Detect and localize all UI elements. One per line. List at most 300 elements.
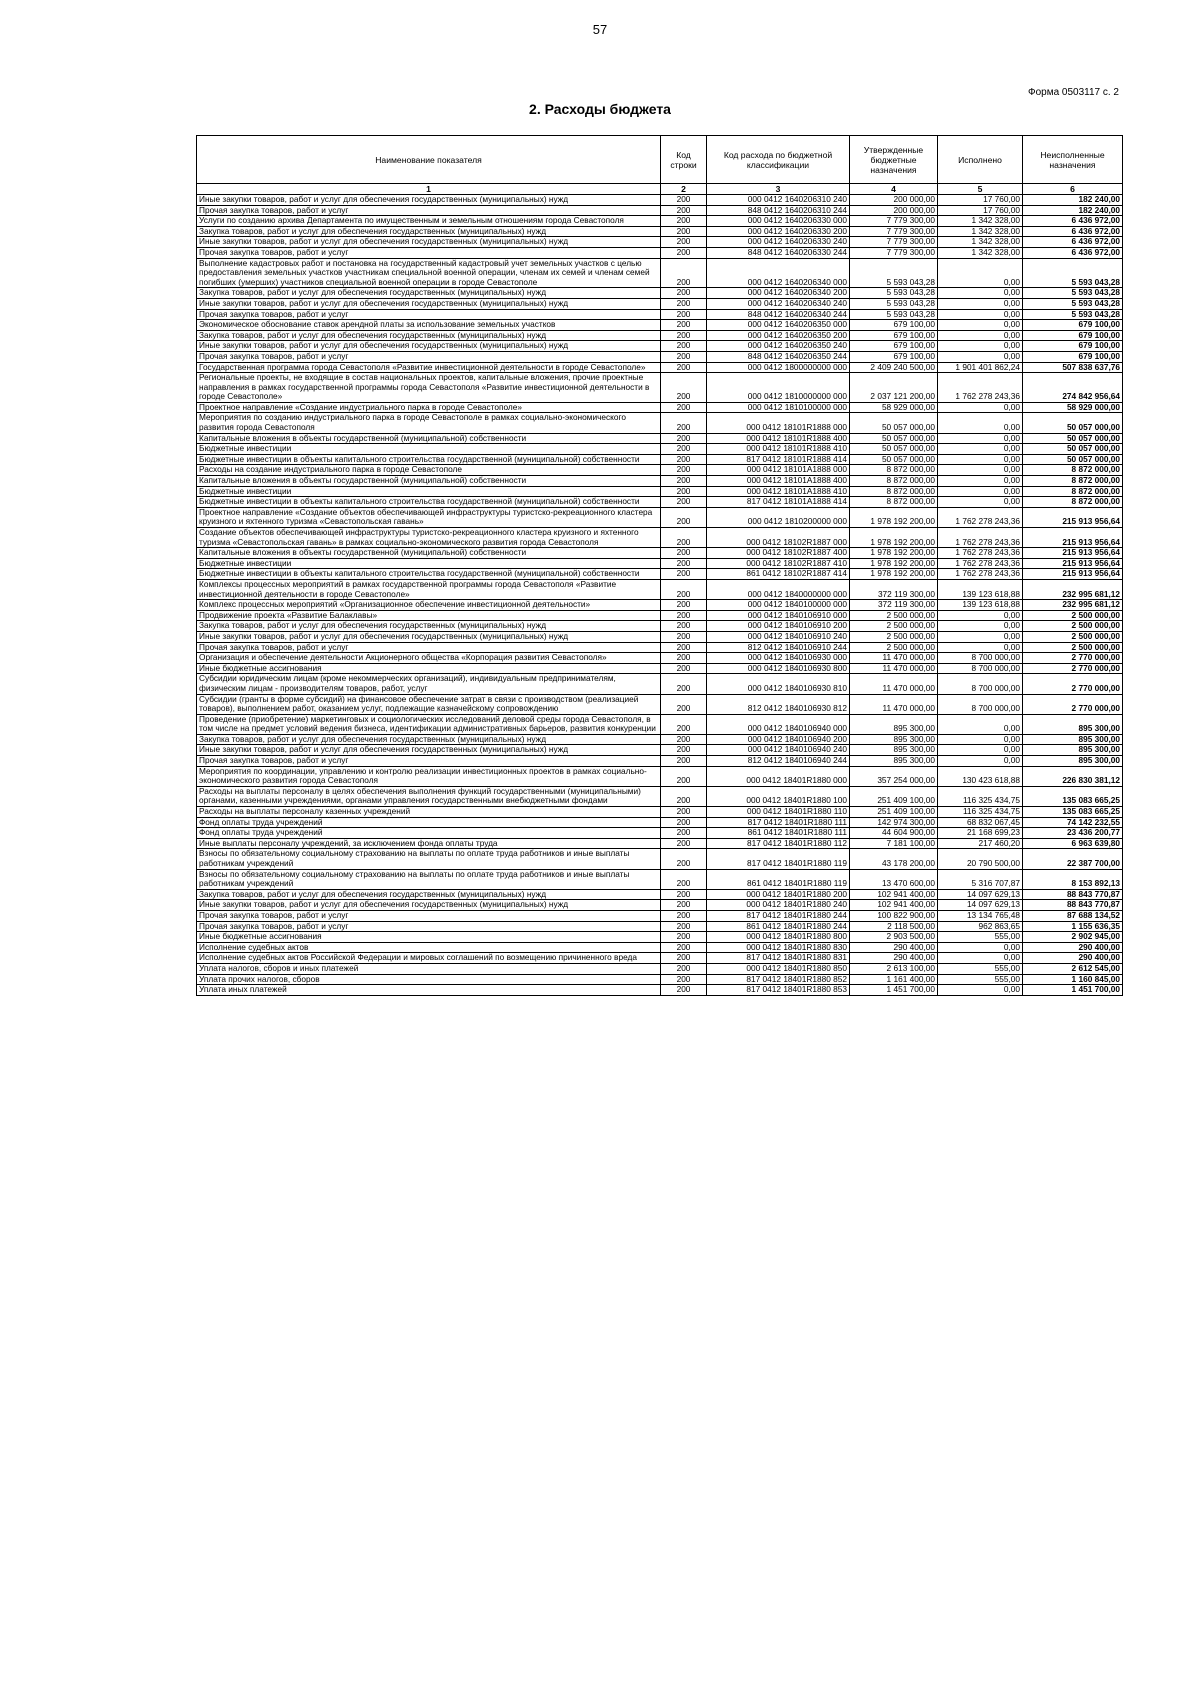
table-row bbox=[197, 714, 1123, 734]
row-code: 200 bbox=[661, 569, 707, 580]
row-code: 200 bbox=[661, 195, 707, 206]
row-name: Расходы на создание индустриального парка в городе Севастополе bbox=[197, 465, 661, 476]
row-classification-code: 000 0412 18401R1880 830 bbox=[707, 942, 850, 953]
row-name: Бюджетные инвестиции в объекты капитального строительства государственной (муниципальной) собственности bbox=[197, 497, 661, 508]
row-name: Взносы по обязательному социальному страхованию на выплаты по оплате труда работников и иные выплаты работникам учреждений bbox=[197, 849, 661, 869]
row-executed-amount: 1 762 278 243,36 bbox=[938, 569, 1023, 580]
table-row bbox=[197, 963, 1123, 974]
row-executed-amount: 0,00 bbox=[938, 942, 1023, 953]
table-row bbox=[197, 786, 1123, 806]
row-code: 200 bbox=[661, 330, 707, 341]
row-code: 200 bbox=[661, 869, 707, 889]
row-classification-code: 000 0412 1640206350 000 bbox=[707, 320, 850, 331]
table-row bbox=[197, 734, 1123, 745]
row-code: 200 bbox=[661, 621, 707, 632]
row-classification-code: 000 0412 18101R1888 000 bbox=[707, 413, 850, 433]
row-classification-code: 000 0412 1840106910 240 bbox=[707, 631, 850, 642]
row-executed-amount: 0,00 bbox=[938, 734, 1023, 745]
table-row bbox=[197, 507, 1123, 527]
row-remaining-amount: 87 688 134,52 bbox=[1023, 910, 1123, 921]
row-name: Бюджетные инвестиции в объекты капитального строительства государственной (муниципальной) собственности bbox=[197, 454, 661, 465]
form-label: Форма 0503117 с. 2 bbox=[1027, 87, 1119, 98]
table-row bbox=[197, 600, 1123, 611]
row-name: Бюджетные инвестиции в объекты капитального строительства государственной (муниципальной) собственности bbox=[197, 569, 661, 580]
row-name: Закупка товаров, работ и услуг для обеспечения государственных (муниципальных) нужд bbox=[197, 621, 661, 632]
row-remaining-amount: 182 240,00 bbox=[1023, 195, 1123, 206]
row-remaining-amount: 58 929 000,00 bbox=[1023, 402, 1123, 413]
row-approved-amount: 2 037 121 200,00 bbox=[850, 373, 938, 403]
row-remaining-amount: 5 593 043,28 bbox=[1023, 298, 1123, 309]
row-name: Услуги по созданию архива Департамента по имущественным и земельным отношениям города Севастополя bbox=[197, 216, 661, 227]
row-executed-amount: 116 325 434,75 bbox=[938, 807, 1023, 818]
row-code: 200 bbox=[661, 309, 707, 320]
page-title: 2. Расходы бюджета bbox=[529, 101, 671, 117]
row-approved-amount: 8 872 000,00 bbox=[850, 476, 938, 487]
row-name: Государственная программа города Севастополя «Развитие инвестиционной деятельности в городе Севастополе» bbox=[197, 362, 661, 373]
row-classification-code: 000 0412 1800000000 000 bbox=[707, 362, 850, 373]
row-code: 200 bbox=[661, 444, 707, 455]
row-executed-amount: 8 700 000,00 bbox=[938, 674, 1023, 694]
row-approved-amount: 372 119 300,00 bbox=[850, 600, 938, 611]
row-name: Фонд оплаты труда учреждений bbox=[197, 828, 661, 839]
row-executed-amount: 1 901 401 862,24 bbox=[938, 362, 1023, 373]
row-remaining-amount: 895 300,00 bbox=[1023, 756, 1123, 767]
row-remaining-amount: 2 500 000,00 bbox=[1023, 621, 1123, 632]
row-executed-amount: 1 762 278 243,36 bbox=[938, 373, 1023, 403]
row-name: Расходы на выплаты персоналу казенных учреждений bbox=[197, 807, 661, 818]
row-classification-code: 000 0412 18101R1888 410 bbox=[707, 444, 850, 455]
table-row bbox=[197, 247, 1123, 258]
column-number-row bbox=[197, 184, 1123, 195]
row-name: Капитальные вложения в объекты государственной (муниципальной) собственности bbox=[197, 433, 661, 444]
row-executed-amount: 0,00 bbox=[938, 413, 1023, 433]
table-row bbox=[197, 486, 1123, 497]
table-row bbox=[197, 476, 1123, 487]
table-row bbox=[197, 558, 1123, 569]
row-remaining-amount: 290 400,00 bbox=[1023, 953, 1123, 964]
row-approved-amount: 8 872 000,00 bbox=[850, 465, 938, 476]
row-approved-amount: 1 161 400,00 bbox=[850, 974, 938, 985]
row-approved-amount: 142 974 300,00 bbox=[850, 817, 938, 828]
row-code: 200 bbox=[661, 341, 707, 352]
row-executed-amount: 13 134 765,48 bbox=[938, 910, 1023, 921]
row-remaining-amount: 50 057 000,00 bbox=[1023, 413, 1123, 433]
table-row bbox=[197, 351, 1123, 362]
table-row bbox=[197, 663, 1123, 674]
row-approved-amount: 290 400,00 bbox=[850, 953, 938, 964]
row-approved-amount: 7 779 300,00 bbox=[850, 247, 938, 258]
table-row bbox=[197, 309, 1123, 320]
row-approved-amount: 2 500 000,00 bbox=[850, 621, 938, 632]
row-classification-code: 000 0412 1840100000 000 bbox=[707, 600, 850, 611]
row-classification-code: 000 0412 1640206350 200 bbox=[707, 330, 850, 341]
row-executed-amount: 14 097 629,13 bbox=[938, 889, 1023, 900]
row-classification-code: 817 0412 18401R1880 831 bbox=[707, 953, 850, 964]
row-remaining-amount: 679 100,00 bbox=[1023, 330, 1123, 341]
row-name: Прочая закупка товаров, работ и услуг bbox=[197, 309, 661, 320]
table-row bbox=[197, 631, 1123, 642]
row-remaining-amount: 507 838 637,76 bbox=[1023, 362, 1123, 373]
row-executed-amount: 17 760,00 bbox=[938, 195, 1023, 206]
row-remaining-amount: 215 913 956,64 bbox=[1023, 548, 1123, 559]
row-classification-code: 861 0412 18401R1880 119 bbox=[707, 869, 850, 889]
row-executed-amount: 5 316 707,87 bbox=[938, 869, 1023, 889]
table-row bbox=[197, 579, 1123, 599]
row-classification-code: 817 0412 18401R1880 112 bbox=[707, 838, 850, 849]
row-name: Бюджетные инвестиции bbox=[197, 486, 661, 497]
row-executed-amount: 555,00 bbox=[938, 963, 1023, 974]
row-classification-code: 861 0412 18102R1887 414 bbox=[707, 569, 850, 580]
row-approved-amount: 357 254 000,00 bbox=[850, 766, 938, 786]
row-code: 200 bbox=[661, 942, 707, 953]
row-name: Прочая закупка товаров, работ и услуг bbox=[197, 910, 661, 921]
row-classification-code: 000 0412 1840000000 000 bbox=[707, 579, 850, 599]
row-executed-amount: 0,00 bbox=[938, 486, 1023, 497]
row-approved-amount: 679 100,00 bbox=[850, 330, 938, 341]
table-row bbox=[197, 985, 1123, 996]
row-code: 200 bbox=[661, 465, 707, 476]
row-executed-amount: 217 460,20 bbox=[938, 838, 1023, 849]
row-classification-code: 000 0412 1640206350 240 bbox=[707, 341, 850, 352]
row-approved-amount: 679 100,00 bbox=[850, 351, 938, 362]
row-approved-amount: 251 409 100,00 bbox=[850, 807, 938, 818]
row-approved-amount: 1 978 192 200,00 bbox=[850, 558, 938, 569]
row-name: Продвижение проекта «Развитие Балаклавы» bbox=[197, 610, 661, 621]
row-code: 200 bbox=[661, 807, 707, 818]
row-name: Субсидии (гранты в форме субсидий) на финансовое обеспечение затрат в связи с производством (реализацией товаров), выполнением работ, оказанием услуг, подлежащие казначейскому сопровождению bbox=[197, 694, 661, 714]
row-code: 200 bbox=[661, 216, 707, 227]
table-row bbox=[197, 465, 1123, 476]
row-name: Закупка товаров, работ и услуг для обеспечения государственных (муниципальных) нужд bbox=[197, 288, 661, 299]
row-executed-amount: 0,00 bbox=[938, 298, 1023, 309]
row-name: Иные бюджетные ассигнования bbox=[197, 932, 661, 943]
row-executed-amount: 21 168 699,23 bbox=[938, 828, 1023, 839]
row-approved-amount: 895 300,00 bbox=[850, 745, 938, 756]
row-remaining-amount: 1 160 845,00 bbox=[1023, 974, 1123, 985]
row-remaining-amount: 679 100,00 bbox=[1023, 341, 1123, 352]
row-remaining-amount: 135 083 665,25 bbox=[1023, 786, 1123, 806]
table-row bbox=[197, 402, 1123, 413]
row-name: Бюджетные инвестиции bbox=[197, 444, 661, 455]
row-approved-amount: 1 978 192 200,00 bbox=[850, 548, 938, 559]
row-approved-amount: 11 470 000,00 bbox=[850, 663, 938, 674]
row-code: 200 bbox=[661, 642, 707, 653]
row-name: Проектное направление «Создание объектов обеспечивающей инфраструктуры туристско-рекреационного кластера круизного и яхтенного туризма «Севастопольская гавань» bbox=[197, 507, 661, 527]
table-row bbox=[197, 298, 1123, 309]
table-row bbox=[197, 195, 1123, 206]
row-approved-amount: 11 470 000,00 bbox=[850, 694, 938, 714]
column-number: 3 bbox=[707, 184, 850, 195]
table-row bbox=[197, 745, 1123, 756]
row-remaining-amount: 6 436 972,00 bbox=[1023, 216, 1123, 227]
row-remaining-amount: 6 436 972,00 bbox=[1023, 226, 1123, 237]
row-code: 200 bbox=[661, 817, 707, 828]
row-name: Проведение (приобретение) маркетинговых и социологических исследований деловой среды города Севастополя, в том числе на предмет условий ведения бизнеса, идентификации административных барьеров, развития конкуренции bbox=[197, 714, 661, 734]
row-executed-amount: 1 342 328,00 bbox=[938, 226, 1023, 237]
column-number: 4 bbox=[850, 184, 938, 195]
row-approved-amount: 44 604 900,00 bbox=[850, 828, 938, 839]
row-executed-amount: 8 700 000,00 bbox=[938, 653, 1023, 664]
row-code: 200 bbox=[661, 653, 707, 664]
row-code: 200 bbox=[661, 205, 707, 216]
row-executed-amount: 0,00 bbox=[938, 351, 1023, 362]
table-row bbox=[197, 828, 1123, 839]
row-classification-code: 848 0412 1640206340 244 bbox=[707, 309, 850, 320]
row-executed-amount: 1 762 278 243,36 bbox=[938, 528, 1023, 548]
row-remaining-amount: 135 083 665,25 bbox=[1023, 807, 1123, 818]
row-remaining-amount: 5 593 043,28 bbox=[1023, 258, 1123, 288]
row-code: 200 bbox=[661, 900, 707, 911]
row-classification-code: 817 0412 18401R1880 119 bbox=[707, 849, 850, 869]
table-row bbox=[197, 694, 1123, 714]
row-executed-amount: 1 762 278 243,36 bbox=[938, 558, 1023, 569]
row-executed-amount: 0,00 bbox=[938, 330, 1023, 341]
row-remaining-amount: 6 436 972,00 bbox=[1023, 237, 1123, 248]
row-code: 200 bbox=[661, 288, 707, 299]
row-executed-amount: 962 863,65 bbox=[938, 921, 1023, 932]
row-remaining-amount: 232 995 681,12 bbox=[1023, 600, 1123, 611]
row-executed-amount: 14 097 629,13 bbox=[938, 900, 1023, 911]
row-executed-amount: 0,00 bbox=[938, 309, 1023, 320]
row-approved-amount: 11 470 000,00 bbox=[850, 653, 938, 664]
row-name: Иные выплаты персоналу учреждений, за исключением фонда оплаты труда bbox=[197, 838, 661, 849]
table-row bbox=[197, 528, 1123, 548]
row-remaining-amount: 290 400,00 bbox=[1023, 942, 1123, 953]
row-classification-code: 000 0412 1840106930 000 bbox=[707, 653, 850, 664]
row-name: Закупка товаров, работ и услуг для обеспечения государственных (муниципальных) нужд bbox=[197, 734, 661, 745]
row-classification-code: 848 0412 1640206330 244 bbox=[707, 247, 850, 258]
row-code: 200 bbox=[661, 849, 707, 869]
row-code: 200 bbox=[661, 610, 707, 621]
header-name: Наименование показателя bbox=[197, 136, 661, 184]
table-row bbox=[197, 900, 1123, 911]
row-code: 200 bbox=[661, 694, 707, 714]
row-approved-amount: 7 181 100,00 bbox=[850, 838, 938, 849]
row-code: 200 bbox=[661, 828, 707, 839]
row-executed-amount: 0,00 bbox=[938, 953, 1023, 964]
row-code: 200 bbox=[661, 528, 707, 548]
row-approved-amount: 5 593 043,28 bbox=[850, 309, 938, 320]
row-executed-amount: 0,00 bbox=[938, 454, 1023, 465]
row-name: Создание объектов обеспечивающей инфраструктуры туристско-рекреационного кластера круизного и яхтенного туризма «Севастопольская гавань» в рамках социально-экономического развития города Севастополя bbox=[197, 528, 661, 548]
row-classification-code: 000 0412 1810200000 000 bbox=[707, 507, 850, 527]
row-approved-amount: 5 593 043,28 bbox=[850, 258, 938, 288]
row-code: 200 bbox=[661, 674, 707, 694]
row-name: Бюджетные инвестиции bbox=[197, 558, 661, 569]
row-code: 200 bbox=[661, 247, 707, 258]
row-code: 200 bbox=[661, 838, 707, 849]
row-remaining-amount: 5 593 043,28 bbox=[1023, 288, 1123, 299]
row-code: 200 bbox=[661, 953, 707, 964]
row-executed-amount: 8 700 000,00 bbox=[938, 694, 1023, 714]
row-executed-amount: 0,00 bbox=[938, 258, 1023, 288]
row-approved-amount: 5 593 043,28 bbox=[850, 288, 938, 299]
row-approved-amount: 2 903 500,00 bbox=[850, 932, 938, 943]
table-row bbox=[197, 320, 1123, 331]
row-classification-code: 000 0412 18401R1880 000 bbox=[707, 766, 850, 786]
row-remaining-amount: 2 500 000,00 bbox=[1023, 610, 1123, 621]
row-remaining-amount: 2 770 000,00 bbox=[1023, 663, 1123, 674]
row-code: 200 bbox=[661, 454, 707, 465]
row-code: 200 bbox=[661, 507, 707, 527]
row-code: 200 bbox=[661, 258, 707, 288]
table-row bbox=[197, 341, 1123, 352]
row-code: 200 bbox=[661, 910, 707, 921]
row-approved-amount: 2 409 240 500,00 bbox=[850, 362, 938, 373]
row-classification-code: 848 0412 1640206350 244 bbox=[707, 351, 850, 362]
expenses-table bbox=[196, 135, 1123, 996]
row-code: 200 bbox=[661, 745, 707, 756]
row-approved-amount: 50 057 000,00 bbox=[850, 413, 938, 433]
row-executed-amount: 0,00 bbox=[938, 465, 1023, 476]
table-row bbox=[197, 807, 1123, 818]
row-remaining-amount: 50 057 000,00 bbox=[1023, 454, 1123, 465]
row-code: 200 bbox=[661, 663, 707, 674]
row-executed-amount: 0,00 bbox=[938, 320, 1023, 331]
row-classification-code: 000 0412 18101A1888 400 bbox=[707, 476, 850, 487]
row-classification-code: 000 0412 1840106940 200 bbox=[707, 734, 850, 745]
row-remaining-amount: 8 872 000,00 bbox=[1023, 465, 1123, 476]
row-approved-amount: 50 057 000,00 bbox=[850, 444, 938, 455]
row-approved-amount: 1 978 192 200,00 bbox=[850, 528, 938, 548]
row-name: Выполнение кадастровых работ и постановка на государственный кадастровый учет земельных участков с целью предоставления земельных участков участникам специальной военной операции, членам их семей и членам семей погибших (умерших) участников специальной военной операции в городе Севастополе bbox=[197, 258, 661, 288]
row-executed-amount: 0,00 bbox=[938, 476, 1023, 487]
row-classification-code: 000 0412 1840106910 000 bbox=[707, 610, 850, 621]
row-classification-code: 000 0412 1640206330 000 bbox=[707, 216, 850, 227]
row-remaining-amount: 50 057 000,00 bbox=[1023, 433, 1123, 444]
row-name: Прочая закупка товаров, работ и услуг bbox=[197, 351, 661, 362]
row-approved-amount: 1 978 192 200,00 bbox=[850, 569, 938, 580]
row-approved-amount: 2 500 000,00 bbox=[850, 631, 938, 642]
row-classification-code: 000 0412 1810100000 000 bbox=[707, 402, 850, 413]
row-remaining-amount: 2 770 000,00 bbox=[1023, 653, 1123, 664]
row-name: Взносы по обязательному социальному страхованию на выплаты по оплате труда работников и иные выплаты работникам учреждений bbox=[197, 869, 661, 889]
row-approved-amount: 200 000,00 bbox=[850, 195, 938, 206]
row-approved-amount: 5 593 043,28 bbox=[850, 298, 938, 309]
row-name: Капитальные вложения в объекты государственной (муниципальной) собственности bbox=[197, 548, 661, 559]
row-name: Комплекс процессных мероприятий «Организационное обеспечение инвестиционной деятельности» bbox=[197, 600, 661, 611]
row-name: Исполнение судебных актов bbox=[197, 942, 661, 953]
table-row bbox=[197, 674, 1123, 694]
table-row bbox=[197, 362, 1123, 373]
row-code: 200 bbox=[661, 985, 707, 996]
row-code: 200 bbox=[661, 963, 707, 974]
row-remaining-amount: 215 913 956,64 bbox=[1023, 507, 1123, 527]
row-name: Прочая закупка товаров, работ и услуг bbox=[197, 921, 661, 932]
table-row bbox=[197, 817, 1123, 828]
row-approved-amount: 895 300,00 bbox=[850, 756, 938, 767]
table-row bbox=[197, 205, 1123, 216]
row-code: 200 bbox=[661, 786, 707, 806]
row-remaining-amount: 232 995 681,12 bbox=[1023, 579, 1123, 599]
row-classification-code: 000 0412 18102R1887 000 bbox=[707, 528, 850, 548]
row-classification-code: 000 0412 18401R1880 100 bbox=[707, 786, 850, 806]
row-remaining-amount: 6 436 972,00 bbox=[1023, 247, 1123, 258]
row-remaining-amount: 215 913 956,64 bbox=[1023, 569, 1123, 580]
table-row bbox=[197, 921, 1123, 932]
table-row bbox=[197, 216, 1123, 227]
row-classification-code: 000 0412 1640206340 000 bbox=[707, 258, 850, 288]
row-code: 200 bbox=[661, 600, 707, 611]
row-executed-amount: 0,00 bbox=[938, 402, 1023, 413]
table-row bbox=[197, 237, 1123, 248]
row-name: Прочая закупка товаров, работ и услуг bbox=[197, 642, 661, 653]
row-name: Уплата налогов, сборов и иных платежей bbox=[197, 963, 661, 974]
row-approved-amount: 251 409 100,00 bbox=[850, 786, 938, 806]
table-row bbox=[197, 621, 1123, 632]
row-remaining-amount: 2 902 945,00 bbox=[1023, 932, 1123, 943]
row-remaining-amount: 895 300,00 bbox=[1023, 734, 1123, 745]
row-executed-amount: 0,00 bbox=[938, 341, 1023, 352]
row-approved-amount: 200 000,00 bbox=[850, 205, 938, 216]
row-name: Закупка товаров, работ и услуг для обеспечения государственных (муниципальных) нужд bbox=[197, 889, 661, 900]
table-row bbox=[197, 838, 1123, 849]
row-code: 200 bbox=[661, 373, 707, 403]
row-executed-amount: 139 123 618,88 bbox=[938, 579, 1023, 599]
row-remaining-amount: 88 843 770,87 bbox=[1023, 889, 1123, 900]
table-row bbox=[197, 610, 1123, 621]
column-number: 5 bbox=[938, 184, 1023, 195]
row-executed-amount: 0,00 bbox=[938, 610, 1023, 621]
row-classification-code: 000 0412 18401R1880 800 bbox=[707, 932, 850, 943]
row-code: 200 bbox=[661, 486, 707, 497]
row-classification-code: 000 0412 1810000000 000 bbox=[707, 373, 850, 403]
row-approved-amount: 290 400,00 bbox=[850, 942, 938, 953]
row-approved-amount: 7 779 300,00 bbox=[850, 216, 938, 227]
table-row bbox=[197, 548, 1123, 559]
row-name: Иные закупки товаров, работ и услуг для обеспечения государственных (муниципальных) нужд bbox=[197, 631, 661, 642]
row-classification-code: 000 0412 1840106930 810 bbox=[707, 674, 850, 694]
row-remaining-amount: 22 387 700,00 bbox=[1023, 849, 1123, 869]
row-executed-amount: 555,00 bbox=[938, 932, 1023, 943]
row-classification-code: 000 0412 1640206340 200 bbox=[707, 288, 850, 299]
table-row bbox=[197, 889, 1123, 900]
row-code: 200 bbox=[661, 351, 707, 362]
table-row bbox=[197, 756, 1123, 767]
row-classification-code: 861 0412 18401R1880 111 bbox=[707, 828, 850, 839]
table-row bbox=[197, 330, 1123, 341]
row-name: Прочая закупка товаров, работ и услуг bbox=[197, 756, 661, 767]
row-approved-amount: 2 500 000,00 bbox=[850, 642, 938, 653]
table-row bbox=[197, 642, 1123, 653]
row-classification-code: 817 0412 18401R1880 853 bbox=[707, 985, 850, 996]
row-classification-code: 812 0412 1840106940 244 bbox=[707, 756, 850, 767]
row-classification-code: 000 0412 18401R1880 240 bbox=[707, 900, 850, 911]
header-executed: Исполнено bbox=[938, 136, 1023, 184]
row-name: Расходы на выплаты персоналу в целях обеспечения выполнения функций государственными (муниципальными) органами, казенными учреждениями, органами управления государственными внебюджетными фондами bbox=[197, 786, 661, 806]
column-number: 1 bbox=[197, 184, 661, 195]
row-executed-amount: 0,00 bbox=[938, 985, 1023, 996]
table-row bbox=[197, 226, 1123, 237]
table-row bbox=[197, 932, 1123, 943]
row-remaining-amount: 5 593 043,28 bbox=[1023, 309, 1123, 320]
row-classification-code: 817 0412 18101R1888 414 bbox=[707, 454, 850, 465]
row-name: Проектное направление «Создание индустриального парка в городе Севастополе» bbox=[197, 402, 661, 413]
column-number: 6 bbox=[1023, 184, 1123, 195]
row-remaining-amount: 74 142 232,55 bbox=[1023, 817, 1123, 828]
row-executed-amount: 20 790 500,00 bbox=[938, 849, 1023, 869]
row-approved-amount: 100 822 900,00 bbox=[850, 910, 938, 921]
row-classification-code: 817 0412 18401R1880 111 bbox=[707, 817, 850, 828]
row-name: Капитальные вложения в объекты государственной (муниципальной) собственности bbox=[197, 476, 661, 487]
row-name: Фонд оплаты труда учреждений bbox=[197, 817, 661, 828]
row-classification-code: 000 0412 1840106940 240 bbox=[707, 745, 850, 756]
row-name: Иные закупки товаров, работ и услуг для обеспечения государственных (муниципальных) нужд bbox=[197, 745, 661, 756]
row-code: 200 bbox=[661, 766, 707, 786]
row-remaining-amount: 215 913 956,64 bbox=[1023, 528, 1123, 548]
row-remaining-amount: 8 153 892,13 bbox=[1023, 869, 1123, 889]
row-classification-code: 817 0412 18101A1888 414 bbox=[707, 497, 850, 508]
